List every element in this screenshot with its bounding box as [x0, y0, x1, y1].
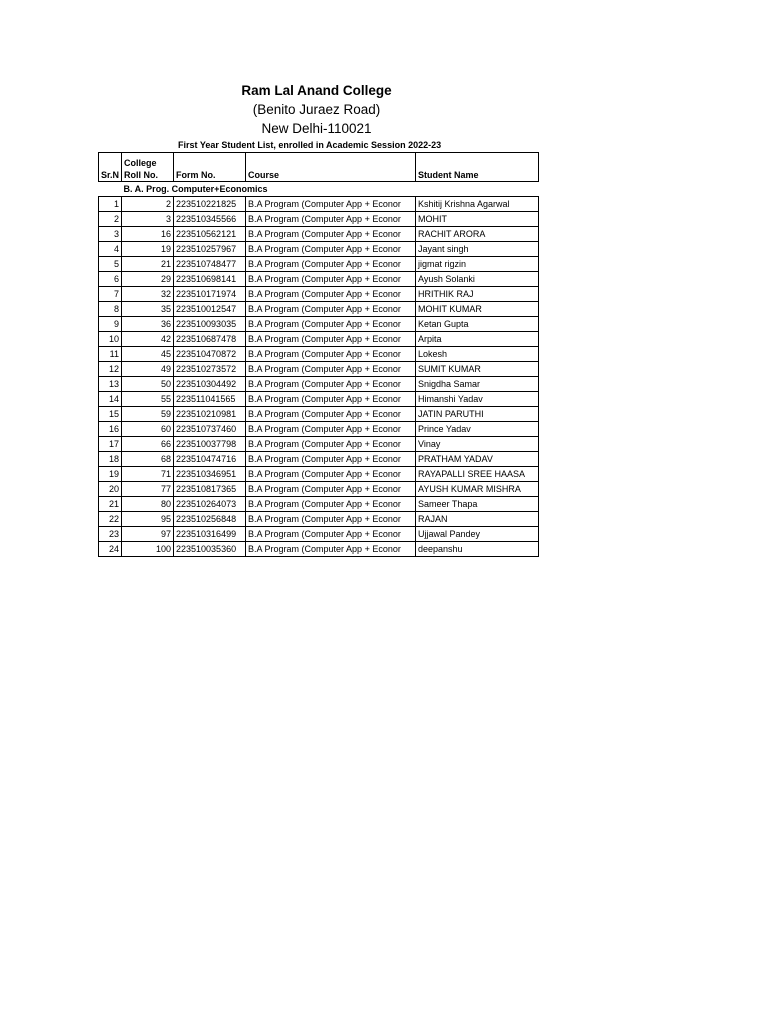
cell-roll-no: 66 — [122, 437, 174, 452]
cell-student-name: Ujjawal Pandey — [416, 527, 539, 542]
cell-form-no: 223510748477 — [174, 257, 246, 272]
cell-form-no: 223510346951 — [174, 467, 246, 482]
cell-roll-no: 80 — [122, 497, 174, 512]
cell-student-name: Sameer Thapa — [416, 497, 539, 512]
cell-form-no: 223511041565 — [174, 392, 246, 407]
cell-course: B.A Program (Computer App + Econor — [246, 512, 416, 527]
table-body — [99, 182, 539, 557]
cell-form-no: 223510304492 — [174, 377, 246, 392]
cell-course: B.A Program (Computer App + Econor — [246, 287, 416, 302]
cell-roll-no: 60 — [122, 422, 174, 437]
cell-form-no: 223510273572 — [174, 362, 246, 377]
college-name: Ram Lal Anand College — [241, 83, 392, 98]
cell-sr: 22 — [99, 512, 122, 527]
table-row — [99, 317, 539, 332]
cell-student-name: Snigdha Samar — [416, 377, 539, 392]
table-row — [99, 302, 539, 317]
cell-course: B.A Program (Computer App + Econor — [246, 392, 416, 407]
cell-roll-no: 97 — [122, 527, 174, 542]
cell-sr: 6 — [99, 272, 122, 287]
cell-course: B.A Program (Computer App + Econor — [246, 497, 416, 512]
cell-course: B.A Program (Computer App + Econor — [246, 452, 416, 467]
table-row — [99, 437, 539, 452]
table-row — [99, 272, 539, 287]
cell-student-name: Himanshi Yadav — [416, 392, 539, 407]
table-row — [99, 242, 539, 257]
col-header-name: Student Name — [416, 153, 539, 182]
table-row — [99, 512, 539, 527]
table-row — [99, 422, 539, 437]
cell-sr: 15 — [99, 407, 122, 422]
table-row — [99, 482, 539, 497]
table-row — [99, 332, 539, 347]
cell-roll-no: 59 — [122, 407, 174, 422]
cell-roll-no: 29 — [122, 272, 174, 287]
table-row — [99, 347, 539, 362]
cell-student-name: Prince Yadav — [416, 422, 539, 437]
table-row — [99, 542, 539, 557]
group-row — [99, 182, 539, 197]
table-row — [99, 452, 539, 467]
cell-student-name: PRATHAM YADAV — [416, 452, 539, 467]
cell-form-no: 223510257967 — [174, 242, 246, 257]
cell-sr: 9 — [99, 317, 122, 332]
cell-form-no: 223510035360 — [174, 542, 246, 557]
cell-course: B.A Program (Computer App + Econor — [246, 332, 416, 347]
cell-sr: 2 — [99, 212, 122, 227]
cell-sr: 10 — [99, 332, 122, 347]
cell-form-no: 223510687478 — [174, 332, 246, 347]
cell-course: B.A Program (Computer App + Econor — [246, 467, 416, 482]
cell-form-no: 223510470872 — [174, 347, 246, 362]
cell-roll-no: 68 — [122, 452, 174, 467]
cell-student-name: RAJAN — [416, 512, 539, 527]
table-row — [99, 257, 539, 272]
list-title: First Year Student List, enrolled in Academic Session 2022-23 — [178, 140, 442, 150]
cell-student-name: jigmat rigzin — [416, 257, 539, 272]
cell-form-no: 223510171974 — [174, 287, 246, 302]
cell-form-no: 223510316499 — [174, 527, 246, 542]
table-row — [99, 467, 539, 482]
col-header-course: Course — [246, 153, 416, 182]
cell-form-no: 223510817365 — [174, 482, 246, 497]
cell-student-name: SUMIT KUMAR — [416, 362, 539, 377]
col-header-form: Form No. — [174, 153, 246, 182]
cell-student-name: Ketan Gupta — [416, 317, 539, 332]
table-row — [99, 287, 539, 302]
cell-form-no: 223510345566 — [174, 212, 246, 227]
cell-course: B.A Program (Computer App + Econor — [246, 227, 416, 242]
cell-student-name: deepanshu — [416, 542, 539, 557]
cell-course: B.A Program (Computer App + Econor — [246, 317, 416, 332]
cell-course: B.A Program (Computer App + Econor — [246, 257, 416, 272]
cell-roll-no: 100 — [122, 542, 174, 557]
cell-form-no: 223510012547 — [174, 302, 246, 317]
cell-roll-no: 36 — [122, 317, 174, 332]
cell-student-name: RAYAPALLI SREE HAASA — [416, 467, 539, 482]
cell-sr: 24 — [99, 542, 122, 557]
table-row — [99, 407, 539, 422]
cell-form-no: 223510093035 — [174, 317, 246, 332]
cell-form-no: 223510474716 — [174, 452, 246, 467]
cell-roll-no: 35 — [122, 302, 174, 317]
cell-roll-no: 55 — [122, 392, 174, 407]
cell-sr: 20 — [99, 482, 122, 497]
table-row — [99, 197, 539, 212]
cell-course: B.A Program (Computer App + Econor — [246, 212, 416, 227]
cell-student-name: AYUSH KUMAR MISHRA — [416, 482, 539, 497]
table-row — [99, 362, 539, 377]
cell-course: B.A Program (Computer App + Econor — [246, 347, 416, 362]
cell-student-name: Arpita — [416, 332, 539, 347]
cell-student-name: MOHIT KUMAR — [416, 302, 539, 317]
cell-roll-no: 77 — [122, 482, 174, 497]
cell-student-name: Lokesh — [416, 347, 539, 362]
cell-roll-no: 49 — [122, 362, 174, 377]
cell-sr: 8 — [99, 302, 122, 317]
cell-roll-no: 32 — [122, 287, 174, 302]
cell-course: B.A Program (Computer App + Econor — [246, 302, 416, 317]
table-row — [99, 392, 539, 407]
cell-course: B.A Program (Computer App + Econor — [246, 197, 416, 212]
cell-student-name: RACHIT ARORA — [416, 227, 539, 242]
cell-sr: 7 — [99, 287, 122, 302]
cell-sr: 1 — [99, 197, 122, 212]
table-row — [99, 377, 539, 392]
cell-roll-no: 45 — [122, 347, 174, 362]
cell-sr: 13 — [99, 377, 122, 392]
college-address: (Benito Juraez Road) — [252, 102, 381, 117]
cell-sr: 21 — [99, 497, 122, 512]
cell-course: B.A Program (Computer App + Econor — [246, 482, 416, 497]
cell-roll-no: 50 — [122, 377, 174, 392]
cell-sr: 16 — [99, 422, 122, 437]
col-header-roll — [122, 153, 174, 182]
cell-course: B.A Program (Computer App + Econor — [246, 527, 416, 542]
cell-form-no: 223510210981 — [174, 407, 246, 422]
cell-form-no: 223510264073 — [174, 497, 246, 512]
cell-student-name: Kshitij Krishna Agarwal — [416, 197, 539, 212]
col-header-roll-line1: College — [124, 158, 157, 168]
table-row — [99, 527, 539, 542]
cell-course: B.A Program (Computer App + Econor — [246, 362, 416, 377]
cell-sr: 12 — [99, 362, 122, 377]
table-row — [99, 497, 539, 512]
cell-course: B.A Program (Computer App + Econor — [246, 437, 416, 452]
cell-form-no: 223510256848 — [174, 512, 246, 527]
cell-student-name: Vinay — [416, 437, 539, 452]
cell-course: B.A Program (Computer App + Econor — [246, 422, 416, 437]
cell-roll-no: 16 — [122, 227, 174, 242]
cell-sr: 18 — [99, 452, 122, 467]
cell-sr: 11 — [99, 347, 122, 362]
cell-student-name: JATIN PARUTHI — [416, 407, 539, 422]
cell-sr: 23 — [99, 527, 122, 542]
cell-form-no: 223510221825 — [174, 197, 246, 212]
cell-roll-no: 42 — [122, 332, 174, 347]
cell-course: B.A Program (Computer App + Econor — [246, 407, 416, 422]
col-header-sr: Sr.N — [99, 153, 122, 182]
cell-student-name: Ayush Solanki — [416, 272, 539, 287]
cell-student-name: MOHIT — [416, 212, 539, 227]
cell-sr: 14 — [99, 392, 122, 407]
table-row — [99, 212, 539, 227]
table-header-row — [99, 153, 539, 182]
cell-roll-no: 3 — [122, 212, 174, 227]
student-table — [98, 152, 539, 557]
table-row — [99, 227, 539, 242]
group-label: B. A. Prog. Computer+Economics — [123, 183, 268, 194]
cell-sr: 4 — [99, 242, 122, 257]
group-spacer — [99, 182, 122, 197]
col-header-roll-line2: Roll No. — [124, 170, 159, 180]
cell-sr: 5 — [99, 257, 122, 272]
cell-course: B.A Program (Computer App + Econor — [246, 377, 416, 392]
cell-sr: 19 — [99, 467, 122, 482]
cell-roll-no: 71 — [122, 467, 174, 482]
cell-course: B.A Program (Computer App + Econor — [246, 272, 416, 287]
cell-course: B.A Program (Computer App + Econor — [246, 242, 416, 257]
cell-form-no: 223510562121 — [174, 227, 246, 242]
cell-form-no: 223510037798 — [174, 437, 246, 452]
college-city: New Delhi-110021 — [261, 121, 372, 136]
cell-student-name: HRITHIK RAJ — [416, 287, 539, 302]
cell-form-no: 223510737460 — [174, 422, 246, 437]
cell-roll-no: 21 — [122, 257, 174, 272]
cell-roll-no: 19 — [122, 242, 174, 257]
cell-course: B.A Program (Computer App + Econor — [246, 542, 416, 557]
cell-student-name: Jayant singh — [416, 242, 539, 257]
cell-sr: 3 — [99, 227, 122, 242]
cell-form-no: 223510698141 — [174, 272, 246, 287]
cell-roll-no: 2 — [122, 197, 174, 212]
cell-sr: 17 — [99, 437, 122, 452]
cell-roll-no: 95 — [122, 512, 174, 527]
